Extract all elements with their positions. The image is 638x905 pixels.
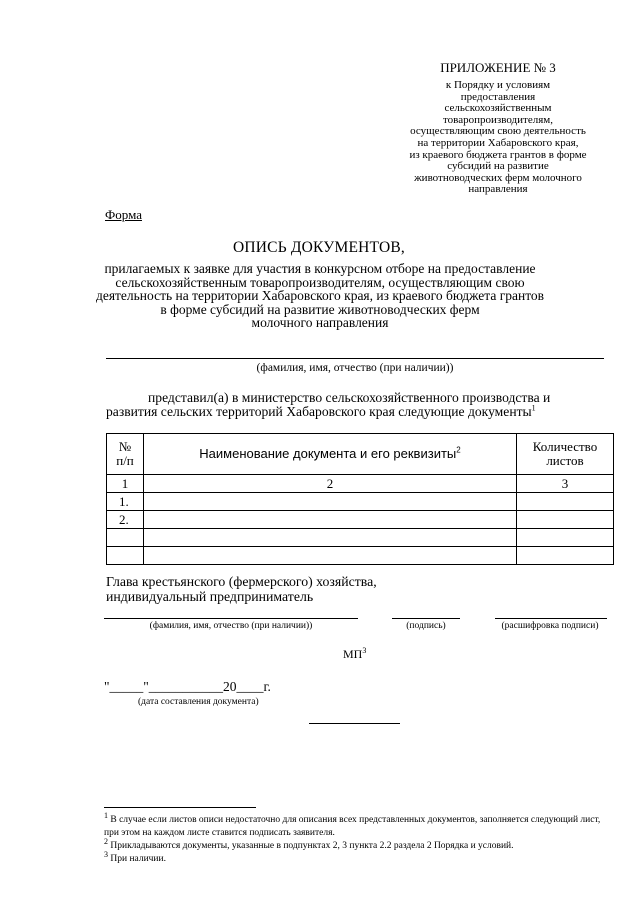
table-cell [107,529,144,547]
signer-title-line-1: Глава крестьянского (фермерского) хозяйства, [106,574,377,589]
presented-line-2 [106,405,604,419]
footnote-ref-3: 3 [362,646,367,655]
footnote-2-ref: 2 [104,836,108,846]
date-caption: (дата составления документа) [138,697,259,707]
footnote-2 [104,836,602,853]
table-cell[interactable] [144,511,517,529]
header-number-line-1: № [118,439,132,454]
signer-name-caption: (фамилия, имя, отчество (при наличии)) [149,621,313,631]
form-label: Форма [105,207,142,222]
table-cell: 1. [107,493,144,511]
table-cell[interactable] [517,547,614,565]
footnote-separator [104,807,256,808]
appendix-line: направления [468,183,528,196]
presented-line-2-text: развития сельских территорий Хабаровского края следующие документы [106,404,532,419]
appendix-line: на территории Хабаровского края, [417,136,579,149]
table-cell: 2 [144,475,517,493]
table-header-row [107,434,614,475]
presented-statement [106,391,604,419]
table-row [107,529,614,547]
subtitle-line: деятельность на территории Хабаровского края, из краевого бюджета грантов [95,288,545,304]
applicant-name-caption: (фамилия, имя, отчество (при наличии)) [256,362,454,374]
documents-table [106,433,614,565]
header-count-line-1: Количество [532,439,598,454]
appendix-line: сельскохозяйственным [444,102,552,115]
table-cell: 1 [107,475,144,493]
signature-caption: (подпись) [406,621,446,631]
header-document-name [144,434,517,475]
date-field[interactable]: "_____"___________20____г. [104,679,271,694]
table-row [107,493,614,511]
table-cell: 2. [107,511,144,529]
appendix-line: осуществляющим свою деятельность [410,125,586,138]
table-cell[interactable] [517,493,614,511]
signature-line[interactable] [392,618,460,619]
appendix-line: животноводческих ферм молочного [414,171,582,184]
footnote-2-text: Прикладываются документы, указанные в подпунктах 2, 3 пункта 2.2 раздела 2 Порядка и условий. [110,841,514,851]
footnote-3 [104,849,602,866]
appendix-title: ПРИЛОЖЕНИЕ № 3 [440,60,556,75]
table-cell[interactable] [517,529,614,547]
signature-decode-line[interactable] [495,618,607,619]
table-cell[interactable] [144,493,517,511]
document-title: ОПИСЬ ДОКУМЕНТОВ, [233,239,405,256]
seal-placeholder [343,647,366,662]
table-cell [107,547,144,565]
applicant-name-line[interactable] [106,358,604,359]
signer-title-line-2: индивидуальный предприниматель [106,588,314,604]
seal-label: МП [343,647,363,661]
table-cell[interactable] [144,547,517,565]
document-subtitle [90,262,550,330]
appendix-line: к Порядку и условиям [445,79,551,91]
header-count-line-2: листов [546,453,584,468]
table-cell[interactable] [517,511,614,529]
extra-signature-line [309,723,400,724]
table-index-row [107,475,614,493]
footnote-3-ref: 3 [104,849,108,859]
appendix-line: из краевого бюджета грантов в форме [409,148,587,161]
table-row [107,511,614,529]
footnote-3-text: При наличии. [110,854,166,864]
header-sheet-count [517,434,614,475]
table-cell[interactable] [144,529,517,547]
subtitle-line: в форме субсидий на развитие животноводческих ферм [160,301,480,317]
appendix-line: субсидий на развитие [447,160,549,173]
header-number [107,434,144,475]
footnote-1 [104,810,602,840]
footnote-ref-1: 1 [531,403,536,413]
header-document-name-text: Наименование документа и его реквизиты [199,446,457,461]
header-number-line-2: п/п [116,453,134,468]
footnote-1-ref: 1 [104,810,108,820]
subtitle-line: молочного направления [251,315,389,331]
presented-line-1: представил(а) в министерство сельскохозяйственного производства и [148,390,551,405]
footnote-1-text: В случае если листов описи недостаточно для описания всех представленных документов, заполняется следующий лист, при этом на каждом листе ставится подписать заявителя. [104,815,601,838]
subtitle-line: прилагаемых к заявке для участия в конкурсном отборе на предоставление [104,261,536,276]
table-cell: 3 [517,475,614,493]
signer-name-line[interactable] [104,618,358,619]
appendix-line: товаропроизводителям, [443,113,553,126]
signer-title [106,575,377,604]
footnote-ref-2: 2 [456,445,461,455]
appendix-line: предоставления [460,90,536,103]
table-row [107,547,614,565]
footnotes [104,810,602,866]
appendix-reference [392,80,604,196]
subtitle-line: сельскохозяйственным товаропроизводителям, осуществляющим свою [115,274,525,290]
signature-decode-caption: (расшифровка подписи) [501,621,599,631]
